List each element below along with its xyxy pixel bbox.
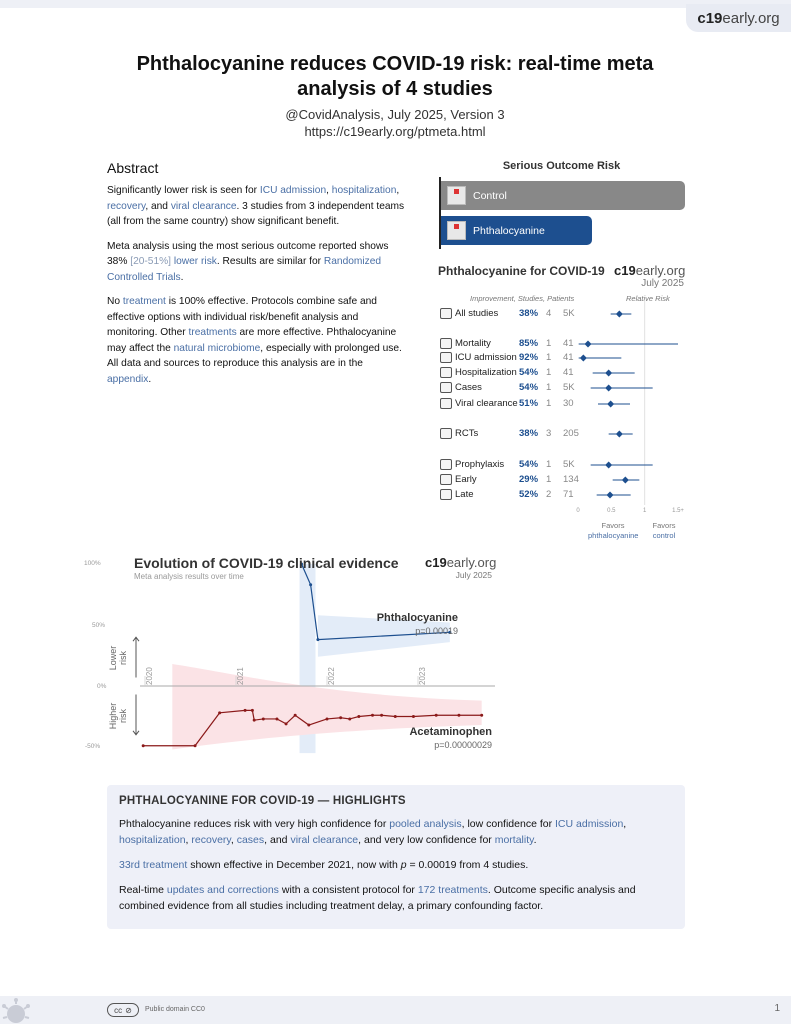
forest-row-studies: 1 — [546, 367, 552, 378]
forest-row-patients: 30 — [563, 398, 574, 409]
license-text: Public domain CC0 — [145, 1006, 205, 1013]
forest-row-improvement: 38% — [519, 428, 539, 439]
control-series-point — [339, 716, 342, 719]
link-treatment[interactable]: treatment — [122, 296, 166, 307]
cases-icon — [440, 382, 452, 393]
text: . Outcome specific analysis and combined evidence from all studies including treatment delay, a primary confounding factor. — [119, 884, 636, 912]
page-number: 1 — [774, 1003, 780, 1014]
year-label: 2022 — [327, 667, 336, 685]
public-domain-icon: ⊘ — [125, 1005, 132, 1015]
link-treatments-count[interactable]: 172 treatments — [417, 884, 488, 896]
forest-row-label: Mortality — [455, 338, 491, 349]
highlights-paragraph — [119, 857, 673, 873]
top-bar — [0, 0, 791, 8]
forest-row-label: RCTs — [455, 428, 479, 439]
link-icu[interactable]: ICU admission — [259, 185, 327, 196]
control-series-point — [371, 714, 374, 717]
early-icon — [440, 474, 452, 485]
text: . — [180, 271, 184, 283]
effect-diamond — [580, 355, 587, 362]
text: No — [107, 296, 123, 307]
forest-row-improvement: 92% — [519, 352, 539, 363]
text: , and very low confidence for — [358, 834, 495, 846]
site-brand-tab[interactable] — [686, 4, 791, 32]
effect-diamond — [607, 401, 614, 408]
effect-diamond — [607, 492, 614, 499]
control-series-point — [457, 714, 460, 717]
effect-diamond — [605, 370, 612, 377]
y-tick: 100% — [84, 560, 101, 567]
effect-diamond — [616, 311, 623, 318]
axis-tick-label: 1.5+ — [672, 508, 684, 514]
control-series-point — [244, 709, 247, 712]
forest-row-studies: 1 — [546, 338, 552, 349]
forest-row-studies: 4 — [546, 308, 552, 319]
forest-row-patients: 41 — [563, 367, 574, 378]
forest-row-improvement: 29% — [519, 474, 539, 485]
byline-date: , July 2025, Version 3 — [380, 107, 505, 122]
link-recovery[interactable]: recovery — [191, 834, 231, 846]
favors-label: Favors — [652, 521, 676, 530]
higher-risk-label: Higher risk — [108, 702, 128, 730]
forest-row-patients: 5K — [563, 382, 575, 393]
treatment-p-value: p=0.00019 — [415, 626, 458, 636]
text: , — [326, 185, 332, 196]
forest-row-improvement: 54% — [519, 459, 539, 470]
brand-bold: c19 — [614, 263, 636, 278]
icu-icon — [440, 352, 452, 363]
text: , — [623, 818, 627, 830]
link-updates[interactable]: updates and corrections — [166, 884, 279, 896]
forest-row-studies: 1 — [546, 459, 552, 470]
forest-row-studies: 2 — [546, 489, 552, 500]
forest-plot — [570, 300, 690, 520]
effect-diamond — [605, 462, 612, 469]
text: . — [533, 834, 537, 846]
link-hospitalization[interactable]: hospitalization — [119, 834, 186, 846]
forest-row-studies: 1 — [546, 398, 552, 409]
page-title: Phthalocyanine reduces COVID-19 risk: real-time meta analysis of 4 studies — [136, 53, 654, 100]
text: with a consistent protocol for — [278, 884, 418, 896]
control-label: Control — [473, 189, 507, 202]
effect-diamond — [585, 341, 592, 348]
control-series-point — [251, 709, 254, 712]
evolution-title: Evolution of COVID-19 clinical evidence — [134, 555, 399, 571]
link-recovery[interactable]: recovery — [107, 200, 146, 212]
link-pooled-analysis[interactable]: pooled analysis — [389, 818, 462, 830]
prophylaxis-icon — [440, 459, 452, 470]
year-label: 2021 — [236, 667, 245, 685]
mortality-icon — [440, 338, 452, 349]
lower-risk-label: Lower risk — [108, 645, 128, 671]
text: Meta analysis using the most serious outcome reported shows — [107, 240, 389, 252]
virus-icon — [0, 992, 40, 1024]
cc-icon: cc — [114, 1005, 123, 1015]
forest-row-patients: 71 — [563, 489, 574, 500]
forest-row-patients: 5K — [563, 459, 575, 470]
control-series-point — [294, 714, 297, 717]
control-series-point — [285, 722, 288, 725]
favors-treatment — [588, 521, 638, 541]
forest-row-studies: 1 — [546, 352, 552, 363]
forest-row-label: Prophylaxis — [455, 459, 505, 470]
favors-name: phthalocyanine — [588, 531, 639, 540]
byline — [100, 106, 690, 140]
control-bar — [441, 181, 685, 210]
text: , — [396, 185, 400, 196]
y-tick: 50% — [92, 622, 106, 629]
text: shown effective in December 2021, now with — [187, 859, 401, 871]
control-series-point — [307, 724, 310, 727]
forest-row-improvement: 52% — [519, 489, 539, 500]
forest-row-patients: 41 — [563, 338, 574, 349]
text: , and — [264, 834, 291, 846]
effect-diamond — [605, 385, 612, 392]
higher-risk-arrow — [133, 695, 139, 735]
lower-risk-arrow — [133, 637, 139, 677]
evolution-date: July 2025 — [455, 570, 492, 580]
forest-row-label: Hospitalization — [455, 367, 517, 378]
brand-rest: early.org — [722, 9, 780, 27]
link-hospitalization[interactable]: hospitalization — [331, 185, 397, 196]
text: are more effective. Phthalocyanine may affect the — [107, 327, 397, 354]
abstract-paragraph — [107, 183, 407, 230]
control-series-point — [435, 714, 438, 717]
control-p-value: p=0.00000029 — [434, 740, 492, 750]
forest-row-label: Late — [455, 489, 474, 500]
forest-row-patients: 5K — [563, 308, 575, 319]
control-series-point — [348, 717, 351, 720]
link-lower-risk[interactable]: lower risk — [173, 256, 217, 267]
virus-icon — [440, 398, 452, 409]
text: . 3 studies from 3 independent teams (all from the same country) show significant benefit. — [107, 200, 405, 227]
control-series-point — [380, 714, 383, 717]
treatment-series-name: Phthalocyanine — [376, 612, 458, 624]
hospital-icon — [447, 221, 466, 240]
control-series-point — [194, 744, 197, 747]
forest-row-label: All studies — [455, 308, 499, 319]
forest-row-improvement: 85% — [519, 338, 539, 349]
abstract-heading: Abstract — [107, 160, 159, 176]
control-series-point — [326, 717, 329, 720]
page-url[interactable]: https://c19early.org/ptmeta.html — [304, 124, 486, 139]
forest-row-improvement: 51% — [519, 398, 539, 409]
late-icon — [440, 489, 452, 500]
control-series-point — [142, 744, 145, 747]
treatment-series-point — [309, 583, 312, 586]
control-series-point — [480, 714, 483, 717]
text: Real-time — [119, 884, 167, 896]
hospital-icon — [447, 186, 466, 205]
forest-row-label: Viral clearance — [455, 398, 518, 409]
text: is 100% effective. Protocols combine safe and effective options with individual risk/benefit analysis and monitoring. Other — [107, 296, 377, 338]
axis-tick-label: 1 — [642, 508, 647, 514]
link-mortality[interactable]: mortality — [494, 834, 534, 846]
favors-label: Favors — [601, 521, 625, 530]
link-cases[interactable]: cases — [236, 834, 265, 846]
forest-row-improvement: 54% — [519, 382, 539, 393]
year-label: 2023 — [418, 667, 427, 685]
effect-diamond — [616, 431, 623, 438]
axis-tick-label: 0.5 — [607, 508, 616, 514]
text: , especially with prolonged use. All data and sources to reproduce this analysis are in the — [107, 342, 402, 369]
link-viral-clearance[interactable]: viral clearance — [290, 834, 359, 846]
text: , low confidence for — [461, 818, 556, 830]
evolution-brand — [425, 555, 496, 570]
text: , and — [145, 200, 171, 212]
studies-icon — [440, 308, 452, 319]
link-microbiome[interactable]: natural microbiome — [173, 342, 261, 354]
control-series-point — [357, 715, 360, 718]
text: , — [230, 834, 237, 846]
control-series-point — [253, 719, 256, 722]
brand-rest: early.org — [635, 263, 686, 278]
abstract-paragraph — [107, 294, 407, 387]
brand-rest: early.org — [446, 555, 497, 570]
effect-diamond — [622, 477, 629, 484]
forest-row-patients: 41 — [563, 352, 574, 363]
favors-control — [644, 521, 684, 541]
text: = 0.00019 from 4 studies. — [406, 859, 529, 871]
rct-icon — [440, 428, 452, 439]
abstract-body — [107, 183, 407, 396]
highlights-box — [107, 785, 685, 929]
forest-row-label: Cases — [455, 382, 482, 393]
highlights-paragraph — [119, 816, 673, 848]
forest-row-patients: 134 — [563, 474, 579, 485]
brand-bold: c19 — [425, 555, 447, 570]
forest-title: Phthalocyanine for COVID-19 — [438, 264, 605, 278]
year-label: 2020 — [145, 667, 154, 685]
forest-row-improvement: 38% — [519, 308, 539, 319]
text: Phthalocyanine reduces risk with very high confidence for — [119, 818, 390, 830]
author-handle[interactable]: @CovidAnalysis — [285, 107, 381, 122]
control-series-point — [275, 717, 278, 720]
forest-date: July 2025 — [641, 278, 684, 289]
treatment-label: Phthalocyanine — [473, 224, 545, 237]
brand-bold: c19 — [697, 9, 723, 27]
axis-tick-label: 0 — [576, 508, 580, 514]
highlights-heading: PHTHALOCYANINE FOR COVID-19 — HIGHLIGHTS — [119, 795, 406, 807]
link-viral-clearance[interactable]: viral clearance — [170, 200, 237, 212]
forest-row-improvement: 54% — [519, 367, 539, 378]
abstract-paragraph — [107, 239, 407, 286]
control-series-point — [218, 711, 221, 714]
link-treatment-rank[interactable]: 33rd treatment — [119, 859, 188, 871]
forest-row-patients: 205 — [563, 428, 579, 439]
forest-row-label: ICU admission — [455, 352, 517, 363]
control-series-point — [394, 715, 397, 718]
evolution-subtitle: Meta analysis results over time — [134, 572, 244, 581]
effect-pct: 38% — [107, 256, 128, 267]
forest-col-head-right: Relative Risk — [626, 294, 670, 303]
treatment-bar — [441, 216, 592, 245]
control-series-point — [412, 715, 415, 718]
control-series-name: Acetaminophen — [409, 726, 492, 738]
text: , — [185, 834, 192, 846]
control-series-point — [262, 717, 265, 720]
hospital-icon — [440, 367, 452, 378]
forest-row-studies: 1 — [546, 382, 552, 393]
forest-brand — [614, 263, 685, 278]
text: Significantly lower risk is seen for — [107, 185, 260, 196]
confidence-interval: [20‑51%] — [130, 256, 172, 267]
serious-outcome-title: Serious Outcome Risk — [502, 160, 621, 172]
y-tick: -50% — [85, 743, 101, 750]
link-treatments[interactable]: treatments — [188, 327, 237, 338]
highlights-paragraph — [119, 882, 673, 914]
link-icu[interactable]: ICU admission — [555, 818, 624, 830]
text: . — [148, 373, 152, 385]
favors-name: control — [652, 531, 676, 540]
p-symbol: p — [400, 859, 407, 871]
forest-col-head-left: Improvement, Studies, Patients — [470, 294, 575, 303]
text: . Results are similar for — [216, 256, 324, 267]
forest-row-studies: 3 — [546, 428, 552, 439]
forest-row-label: Early — [455, 474, 477, 485]
treatment-series-point — [316, 638, 319, 641]
forest-row-studies: 1 — [546, 474, 552, 485]
y-tick: 0% — [97, 683, 107, 690]
link-appendix[interactable]: appendix — [107, 373, 149, 385]
link-rct[interactable]: Randomized Controlled Trials — [107, 256, 382, 283]
cc-license-badge[interactable] — [107, 1003, 139, 1017]
